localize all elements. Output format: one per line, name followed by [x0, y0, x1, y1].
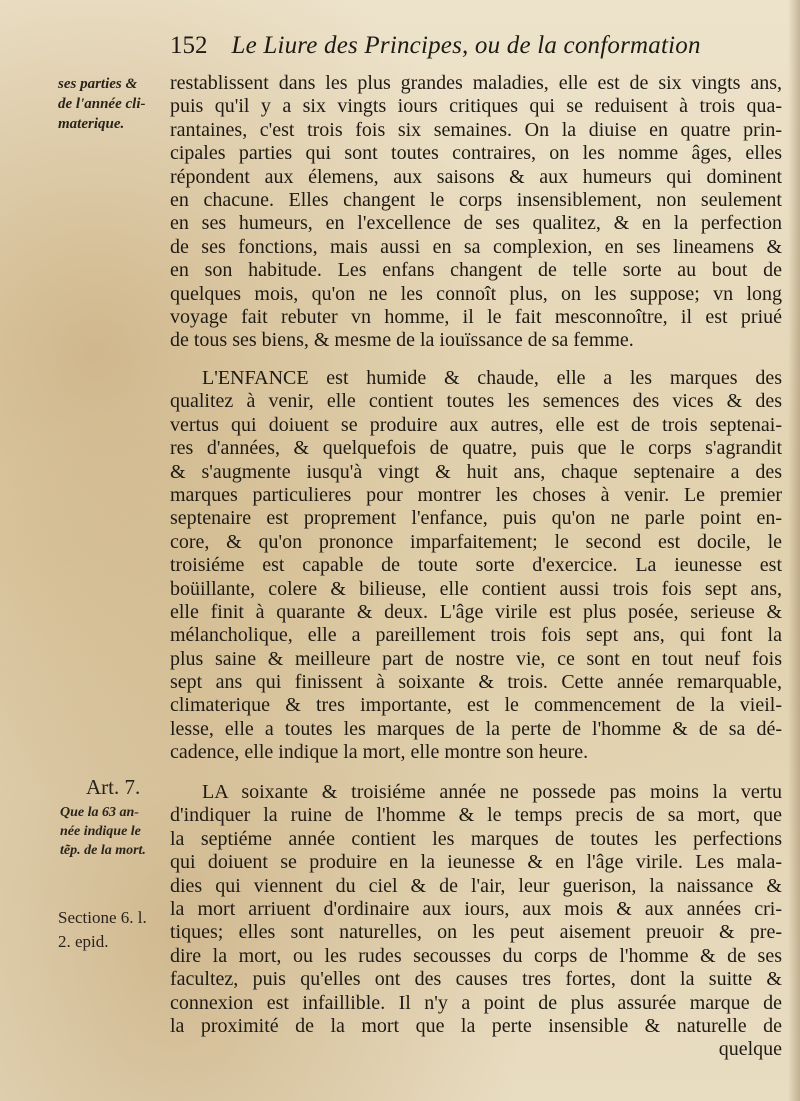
- text-line: marques particulieres pour montrer les choses à venir. Le premier: [170, 483, 782, 506]
- margin-note-line: materique.: [58, 116, 125, 132]
- text-line: connexion est infaillible. Il n'y a point de plus assurée marque de: [170, 991, 782, 1014]
- text-line: & s'augmente iusqu'à vingt & huit ans, chaque septenaire a des: [170, 460, 782, 483]
- margin-reference-line: Sectione 6. l.: [58, 908, 147, 927]
- text-line: LA soixante & troisiéme année ne possede pas moins la vertu: [202, 781, 782, 803]
- text-line: restablissent dans les plus grandes maladies, elle est de six vingts ans,: [170, 72, 782, 94]
- text-line: septenaire est proprement l'enfance, puis qu'on ne parle point en-: [170, 507, 782, 530]
- margin-note-line: tẽp. de la mort.: [60, 843, 146, 858]
- text-line: mélancholique, elle a pareillement trois fois sept ans, qui font la: [170, 624, 782, 647]
- text-line: cipales parties qui sont toutes contraires, on les nomme âges, elles: [170, 142, 782, 165]
- text-line: elle finit à quarante & deux. L'âge virile est plus posée, serieuse &: [170, 600, 782, 623]
- margin-note-line: ses parties &: [58, 76, 138, 92]
- text-line: la septiéme année contient les marques de toutes les perfections: [170, 827, 782, 850]
- text-line: dies qui viennent du ciel & de l'air, leur guerison, la naissance &: [170, 874, 782, 897]
- margin-reference: [58, 906, 147, 954]
- text-line: core, & qu'on prononce imparfaitement; le second est docile, le: [170, 530, 782, 553]
- text-line: la proximité de la mort que la perte insensible & naturelle de: [170, 1014, 782, 1037]
- running-title: Le Liure des Principes, ou de la conformation: [231, 32, 701, 59]
- text-line: quelques mois, qu'on ne les connoît plus, on les suppose; vn long: [170, 282, 782, 305]
- margin-note-top: [58, 74, 145, 134]
- text-line: lesse, elle a toutes les marques de la perte de l'homme & de sa dé-: [170, 717, 782, 740]
- margin-reference-line: 2. epid.: [58, 932, 109, 951]
- text-line: cadence, elle indique la mort, elle montre son heure.: [170, 741, 589, 764]
- text-line: qualitez à venir, elle contient toutes les semences des vices & des: [170, 390, 782, 413]
- text-line: puis qu'il y a six vingts iours critiques qui se reduisent à trois qua-: [170, 95, 782, 118]
- text-line: tiques; elles sont naturelles, on les peut aisement preuoir & pre-: [170, 921, 782, 944]
- margin-note-line: née indique le: [60, 824, 141, 839]
- text-line: en ses humeurs, en l'excellence de ses qualitez, & en la perfection: [170, 212, 782, 235]
- text-line: boüillante, colere & bilieuse, elle contient aussi trois fois sept ans,: [170, 577, 782, 600]
- paragraph-2: [170, 367, 782, 765]
- text-line: rantaines, c'est trois fois six semaines. On la diuise en quatre prin-: [170, 118, 782, 141]
- text-line: plus saine & meilleure part de nostre vie, ce sont en tout neuf fois: [170, 647, 782, 670]
- text-line: troisiéme est capable de toute sorte d'exercice. La ieunesse est: [170, 554, 782, 577]
- article-heading: Art. 7.: [86, 775, 141, 799]
- text-line: en son habitude. Les enfans changent de telle sorte au bout de: [170, 259, 782, 282]
- text-line: sept ans qui finissent à soixante & trois. Cette année remarquable,: [170, 671, 782, 694]
- margin-note-line: Que la 63 an-: [60, 805, 139, 820]
- catchword: quelque: [718, 1038, 782, 1061]
- text-line: de ses fonctions, mais aussi en sa complexion, en ses lineamens &: [170, 235, 782, 258]
- page-edge-shadow: [788, 0, 800, 1101]
- text-line: res d'années, & quelquefois de quatre, puis que le corps s'agrandit: [170, 437, 782, 460]
- text-line: la mort arriuent d'ordinaire aux iours, aux mois & aux années cri-: [170, 897, 782, 920]
- text-line: L'ENFANCE est humide & chaude, elle a les marques des: [202, 367, 782, 389]
- paragraph-3: [170, 781, 782, 1062]
- text-line: voyage fait rebuter vn homme, il le fait mesconnoître, il est priué: [170, 305, 782, 328]
- page-number: 152: [170, 32, 208, 59]
- text-line: d'indiquer la ruine de l'homme & le temps precis de sa mort, que: [170, 804, 782, 827]
- text-line: vertus qui doiuent se produire aux autres, elle est de trois septenai-: [170, 413, 782, 436]
- text-line: de tous ses biens, & mesme de la iouïssance de sa femme.: [170, 329, 634, 352]
- margin-note-article: [60, 803, 146, 860]
- text-line: en chacune. Elles changent le corps insensiblement, non seulement: [170, 188, 782, 211]
- text-line: répondent aux élemens, aux saisons & aux humeurs qui dominent: [170, 165, 782, 188]
- page-header: [170, 32, 780, 68]
- paragraph-1: [170, 72, 782, 353]
- text-line: facultez, puis qu'elles ont des causes tres fortes, dont la suitte &: [170, 968, 782, 991]
- margin-note-line: de l'année cli-: [58, 96, 146, 112]
- text-line: climaterique & tres importante, est le commencement de la vieil-: [170, 694, 782, 717]
- text-line: qui doiuent se produire en la ieunesse & en l'âge virile. Les mala-: [170, 851, 782, 874]
- text-line: dire la mort, ou les rudes secousses du corps de l'homme & de ses: [170, 944, 782, 967]
